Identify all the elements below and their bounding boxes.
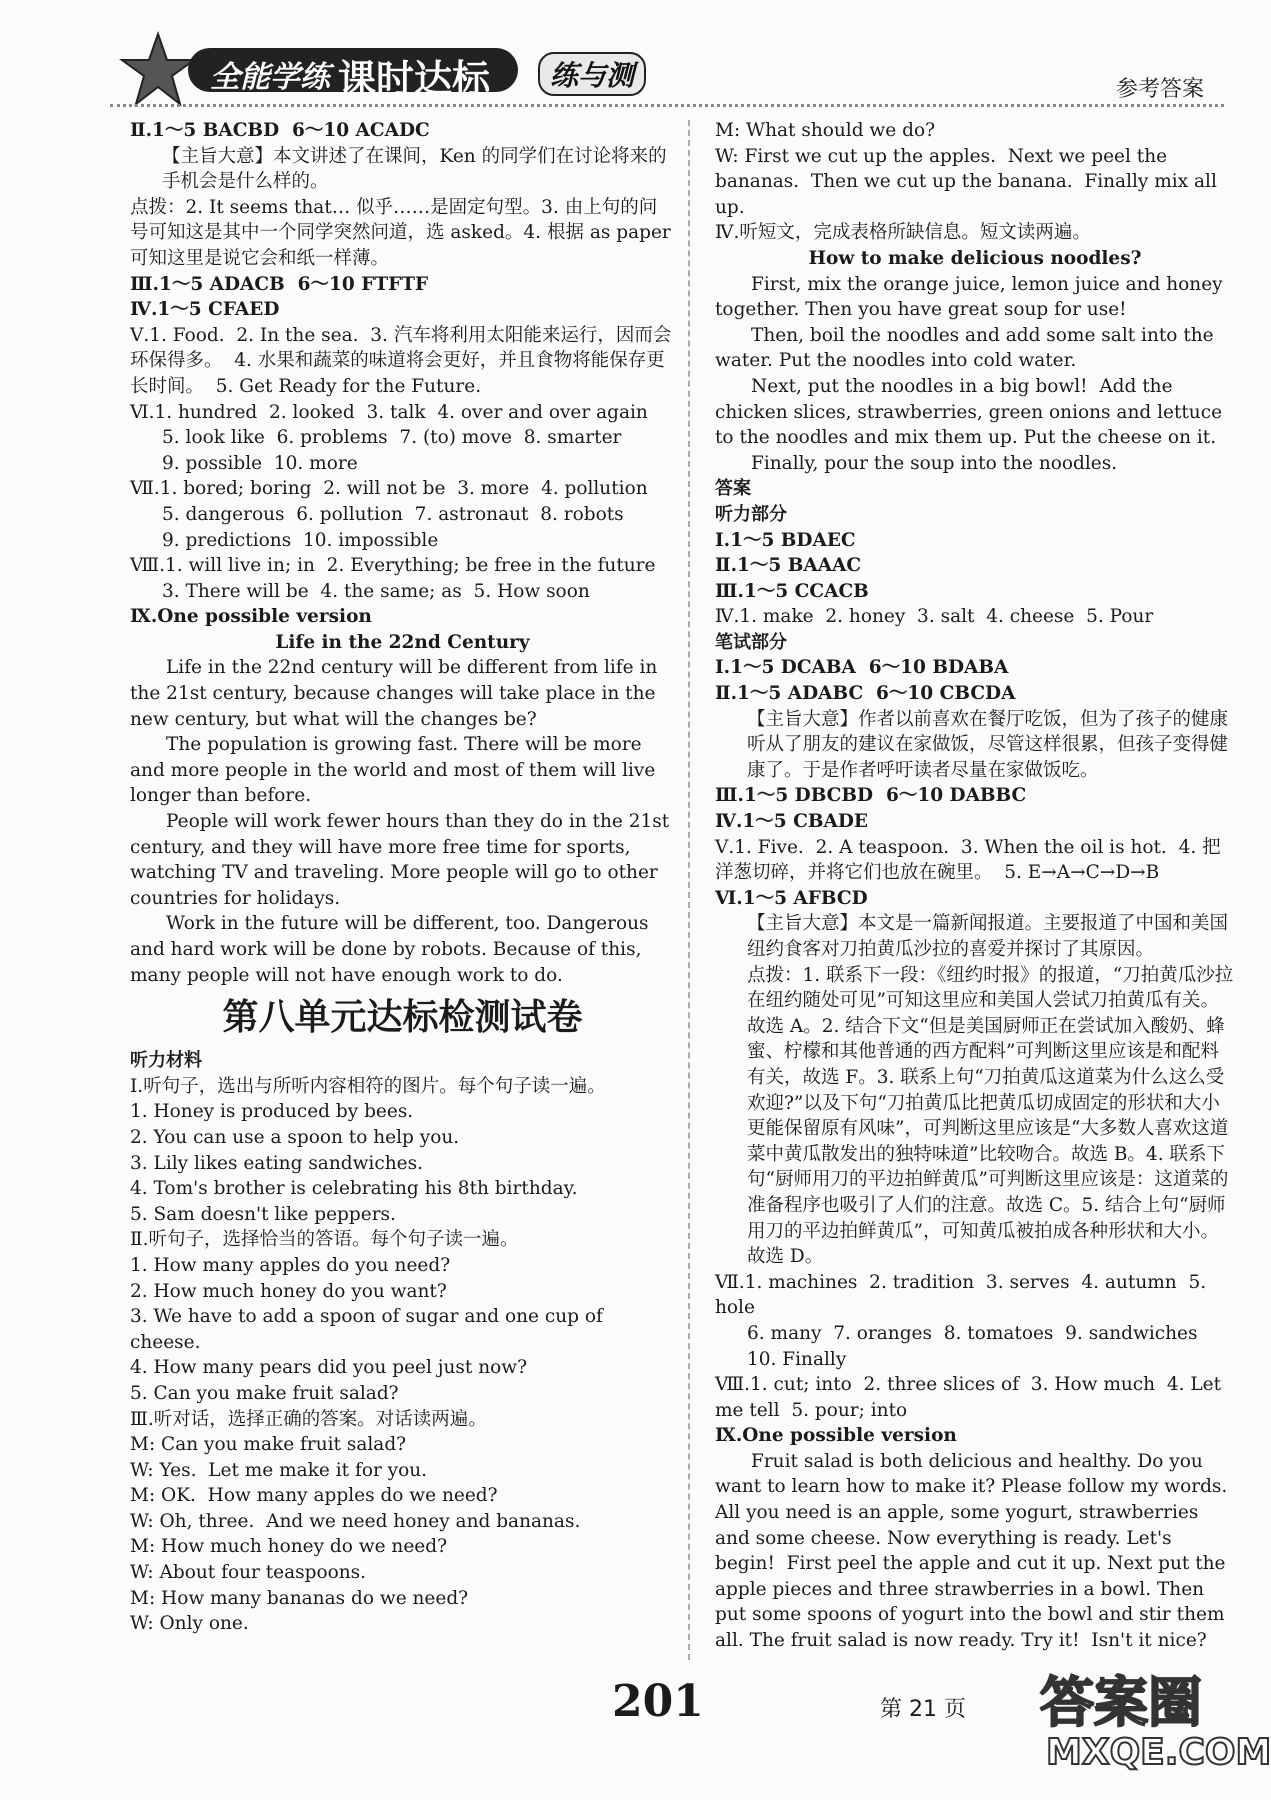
text-line: Ⅱ.1～5 BACBD 6～10 ACADC [130,120,430,141]
text-line: 4. Tom's brother is celebrating his 8th birthday. [130,1178,578,1200]
text-line: 3. There will be 4. the same; as 5. How soon [162,580,590,602]
text-line: 点拨：1. 联系下一段：《纽约时报》的报道，“刀拍黄瓜沙拉在纽约随处可见”可知这里应和美国人尝试刀拍黄瓜有关。故选 A。2. 结合下文“但是美国厨师正在尝试加入酸奶、蜂蜜、柠檬和其他普通的西方配料”可判断这里应该是和配料有关，故选 F。3. 联系上句“刀拍黄瓜这道菜为什么这么受欢迎?”以及下句“刀拍黄瓜比把黄瓜切成固定的形状和大小更能保留原有风味”，可判断这里应该是“大多数人喜欢这道菜中黄瓜散发出的独特味道”比较吻合。故选 B。4. 联系下句“厨师用刀的平边拍鲜黄瓜”可判断这里应该是：这道菜的准备程序也吸引了人们的注意。故选 C。5. 结合上句“厨师用刀的平边拍鲜黄瓜”，可知黄瓜被拍成各种形状和大小。故选 D。 [747,964,1234,1268]
text-line: 9. possible 10. more [162,452,358,474]
text-line: W: Yes. Let me make it for you. [130,1459,428,1481]
section-title: 第八单元达标检测试卷 [222,997,583,1039]
text-line: 5. Can you make fruit salad? [130,1382,399,1404]
text-line: 【主旨大意】本文是一篇新闻报道。主要报道了中国和美国纽约食客对刀拍黄瓜沙拉的喜爱并探讨了其原因。 [747,913,1229,960]
text-line: 6. many 7. oranges 8. tomatoes 9. sandwiches [747,1322,1198,1344]
text-line: 9. predictions 10. impossible [162,529,439,551]
text-line: The population is growing fast. There will be more and more people in the world and most of them will live longer than before. [130,734,662,807]
text-line: 4. How many pears did you peel just now? [130,1357,528,1379]
text-line: W: Oh, three. And we need honey and bananas. [130,1510,581,1532]
text-line: 5. Sam doesn't like peppers. [130,1203,396,1225]
text-line: 1. Honey is produced by bees. [130,1101,414,1123]
page-number: 201 [612,1676,704,1727]
section-heading: 答案 [715,478,751,500]
text-line: Ⅴ.1. Food. 2. In the sea. 3. 汽车将利用太阳能来运行，因而会环保得多。 4. 水果和蔬菜的味道将会更好，并且食物将能保存更长时间。 5. Get Ready for the Future. [130,324,672,397]
brand-logo [118,30,678,112]
essay-title: Life in the 22nd Century [275,631,530,653]
text-line: 【主旨大意】本文讲述了在课间，Ken 的同学们在讨论将来的手机会是什么样的。 [162,145,667,193]
text-line: 10. Finally [747,1348,847,1370]
text-line: Ⅳ.1～5 CBADE [715,811,868,833]
text-line: Then, boil the noodles and add some salt into the water. Put the noodles into cold water. [715,324,1220,372]
section-heading: 听力部分 [715,503,787,525]
text-line: Work in the future will be different, too. Dangerous and hard work will be done by robots. Because of this, many people will not have enough work to do. [130,913,655,986]
logo-text-a: 全能学练 [210,60,330,95]
page-header [0,0,1234,118]
text-line: Ⅳ.1～5 CFAED [130,299,280,321]
text-line: Life in the 22nd century will be different from life in the 21st century, because changes will take place in the new century, but what will the changes be? [130,657,664,730]
text-line: M: How much honey do we need? [130,1536,448,1558]
text-line: Ⅳ.1. make 2. honey 3. salt 4. cheese 5. Pour [715,606,1154,628]
text-line: Ⅰ.1～5 BDAEC [715,529,856,551]
text-line: W: First we cut up the apples. Next we peel the bananas. Then we cut up the banana. Finally mix all up. [715,145,1223,218]
text-line: W: About four teaspoons. [130,1562,367,1584]
text-line: Ⅷ.1. will live in; in 2. Everything; be free in the future [130,555,656,577]
section-heading: 笔试部分 [715,631,787,653]
text-line: Ⅵ.1. hundred 2. looked 3. talk 4. over and over again [130,401,648,423]
text-line: 【主旨大意】作者以前喜欢在餐厅吃饭，但为了孩子的健康听从了朋友的建议在家做饭，尽管这样很累，但孩子变得健康了。于是作者呼吁读者尽量在家做饭吃。 [747,708,1229,781]
watermark-text-a: 答案圈 [1040,1671,1202,1734]
text-line: Ⅲ.听对话，选择正确的答案。对话读两遍。 [130,1408,487,1430]
text-line: Ⅰ.1～5 DCABA 6～10 BDABA [715,657,1009,679]
text-line: 2. How much honey do you want? [130,1280,447,1302]
logo-text-b: 课时达标 [338,57,491,101]
essay-title: How to make delicious noodles? [808,247,1142,269]
text-line: Ⅲ.1～5 ADACB 6～10 FTFTF [130,273,429,295]
text-line: Ⅵ.1～5 AFBCD [715,887,868,909]
text-line: M: How many bananas do we need? [130,1587,469,1609]
logo-text-c: 练与测 [538,52,646,96]
section-heading: 听力材料 [130,1050,202,1072]
text-line: Ⅶ.1. bored; boring 2. will not be 3. more 4. pollution [130,478,648,500]
text-line: Ⅳ.听短文，完成表格所缺信息。短文读两遍。 [715,222,1091,244]
text-line: W: Only one. [130,1613,249,1635]
left-column [130,118,675,1637]
text-line: M: OK. How many apples do we need? [130,1485,498,1507]
text-line: Ⅷ.1. cut; into 2. three slices of 3. How much 4. Let me tell 5. pour; into [715,1374,1227,1421]
text-line: Ⅰ.听句子，选出与所听内容相符的图片。每个句子读一遍。 [130,1075,606,1097]
page-label: 第 21 页 [880,1697,966,1722]
text-line: M: What should we do? [715,120,935,141]
text-line: Ⅸ.One possible version [130,606,372,628]
text-line: Ⅲ.1～5 DBCBD 6～10 DABBC [715,785,1027,807]
text-line: People will work fewer hours than they do in the 21st century, and they will have more free time for sports, watching TV and traveling. More people will go to other countries for holidays. [130,811,676,909]
header-section-label: 参考答案 [1115,77,1204,102]
right-column [715,118,1235,1654]
text-line: 3. Lily likes eating sandwiches. [130,1152,423,1174]
star-icon [118,30,198,110]
text-line: 2. You can use a spoon to help you. [130,1126,460,1148]
text-line: 点拨：2. It seems that… 似乎……是固定句型。3. 由上句的问号可知这是其中一个同学突然问道，选 asked。4. 根据 as paper 可知这里是说它会和纸一样薄。 [130,196,677,269]
text-line: Ⅴ.1. Five. 2. A teaspoon. 3. When the oil is hot. 4. 把洋葱切碎，并将它们也放在碗里。 5. E→A→C→D→B [715,836,1221,884]
text-line: 5. look like 6. problems 7. (to) move 8. smarter [162,427,622,449]
text-line: Finally, pour the soup into the noodles. [751,452,1118,474]
column-divider [688,120,690,1660]
text-line: Ⅱ.1～5 BAAAC [715,555,862,577]
text-line: 1. How many apples do you need? [130,1254,451,1276]
text-line: Ⅸ.One possible version [715,1425,957,1447]
text-line: 5. dangerous 6. pollution 7. astronaut 8. robots [162,503,624,525]
watermark-text-b: MXQE.COM [1046,1732,1271,1773]
text-line: M: Can you make fruit salad? [130,1434,407,1456]
text-line: Ⅶ.1. machines 2. tradition 3. serves 4. autumn 5. hole [715,1271,1212,1319]
text-line: Ⅱ.听句子，选择恰当的答语。每个句子读一遍。 [130,1229,519,1251]
site-watermark [1040,1660,1271,1800]
header-divider [110,104,1224,107]
text-line: Next, put the noodles in a big bowl! Add the chicken slices, strawberries, green onions and lettuce to the noodles and mix them up. Put the cheese on it. [715,375,1228,449]
text-line: Ⅲ.1～5 CCACB [715,580,869,602]
text-line: 3. We have to add a spoon of sugar and one cup of cheese. [130,1306,609,1353]
text-line: Fruit salad is both delicious and healthy. Do you want to learn how to make it? Please follow my words. All you need is an apple, some yogurt, strawberries and some cheese. Now everything is ready. Let's begin! First peel the apple and cut it up. Next put the apple pieces and three strawberries in a bowl. Then put some spoons of yogurt into the bowl and stir them all. The fruit salad is now ready. Try it! Isn't it nice? [715,1450,1234,1652]
text-line: First, mix the orange juice, lemon juice and honey together. Then you have great soup for use! [715,273,1229,321]
text-line: Ⅱ.1～5 ADABC 6～10 CBCDA [715,683,1016,705]
